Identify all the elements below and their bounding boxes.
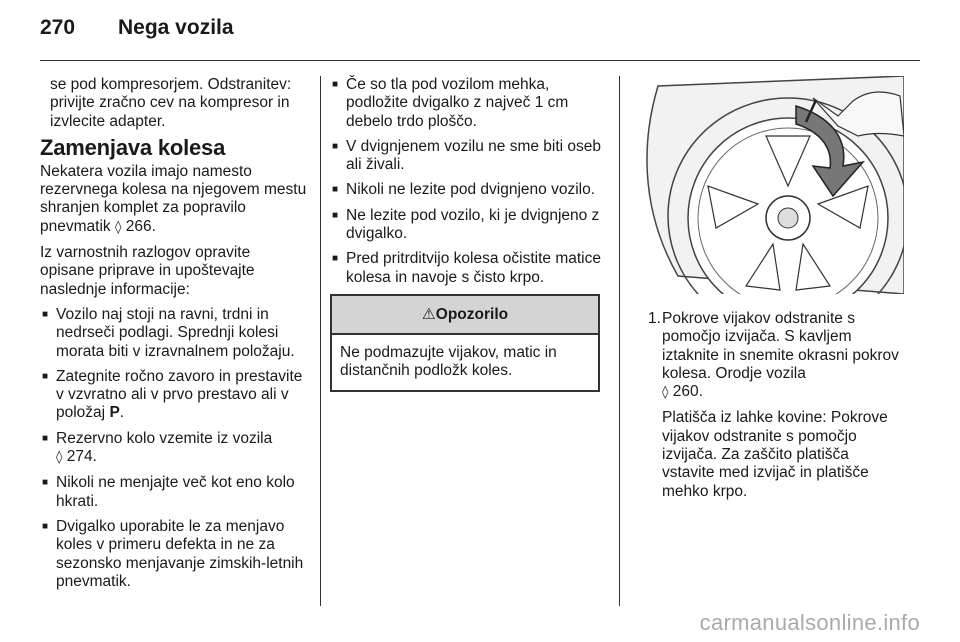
- list-item: [40, 368, 308, 423]
- column-1: [40, 76, 308, 598]
- warning-icon: ⚠: [421, 305, 436, 323]
- paragraph-kit-info: [40, 163, 308, 237]
- instruction-steps: [638, 310, 904, 501]
- column-divider-2: [619, 76, 620, 606]
- column-divider-1: [320, 76, 321, 606]
- page-ref-icon: ◊: [56, 450, 63, 466]
- section-title: Nega vozila: [118, 16, 234, 39]
- punctuation: .: [119, 404, 125, 422]
- list-item-text: Zategnite ročno zavoro in prestavite v vzvratno ali v prvo prestavo ali v položaj: [56, 367, 303, 422]
- list-item: [40, 430, 308, 468]
- list-item: ■ Nikoli ne lezite pod dvignjeno vozilo.: [330, 181, 602, 199]
- page-ref[interactable]: 274.: [66, 448, 97, 466]
- safety-list: [40, 306, 308, 591]
- watermark: carmanualsonline.info: [699, 610, 920, 635]
- paragraph-safety: Iz varnostnih razlogov opravite opisane priprave in upoštevajte naslednje informacije:: [40, 244, 255, 298]
- safety-list-continued: [330, 76, 602, 287]
- list-item: ■ Ne lezite pod vozilo, ki je dvignjeno z dvigalko.: [330, 207, 602, 244]
- list-item-text: Rezervno kolo vzemite iz vozila: [56, 429, 273, 447]
- page-ref[interactable]: 260.: [672, 383, 703, 401]
- page-ref[interactable]: 266.: [125, 217, 156, 235]
- step-alloy-note: Platišča iz lahke kovine: Pokrove vijakov odstranite s pomočjo izvijača. Za zaščito platišča vstavite med izvijač in platišče mehko krpo.: [662, 409, 888, 500]
- page-ref-icon: ◊: [114, 219, 122, 235]
- list-item: ■ Pred pritrditvijo kolesa očistite matice kolesa in navoje s čisto krpo.: [330, 250, 602, 287]
- step-text: [662, 310, 904, 402]
- warning-header: [332, 296, 598, 335]
- intro-line: se pod kompresorjem. Odstranitev:: [50, 76, 292, 93]
- step-item: [638, 310, 904, 501]
- page-number: 270: [40, 16, 76, 39]
- intro-paragraph: [40, 76, 308, 131]
- intro-line: izvlecite adapter.: [50, 112, 166, 130]
- list-item: ■ V dvignjenem vozilu ne sme biti oseb ali živali.: [330, 138, 602, 175]
- warning-text: Ne podmazujte vijakov, matic in distančnih podložk koles.: [340, 343, 557, 380]
- step-number: 1.: [648, 310, 661, 327]
- gear-position: P: [109, 404, 120, 422]
- list-item: ■ Vozilo naj stoji na ravni, trdni in nedrseči podlagi. Sprednji kolesi morata biti v izravnalnem položaju.: [40, 306, 308, 361]
- warning-title: Opozorilo: [435, 305, 509, 323]
- column-3: [638, 76, 904, 508]
- heading-zamenjava-kolesa: Zamenjava kolesa: [40, 134, 226, 160]
- header-rule: [40, 60, 920, 61]
- page-ref-icon: ◊: [662, 385, 669, 401]
- list-item: ■ Če so tla pod vozilom mehka, podložite dvigalko z največ 1 cm debelo trdo ploščo.: [330, 76, 602, 131]
- column-2: [330, 76, 602, 392]
- wheel-cover-illustration: [638, 76, 904, 294]
- warning-box: [330, 294, 600, 392]
- intro-line: privijte zračno cev na kompresor in: [50, 94, 290, 112]
- page-header: [40, 16, 920, 46]
- list-item: ■ Dvigalko uporabite le za menjavo koles v primeru defekta in ne za sezonsko menjavanje zimskih-letnih pnevmatik.: [40, 518, 308, 591]
- paragraph-text: Nekatera vozila imajo namesto rezervnega kolesa na njegovem mestu shranjen komplet za popravilo pnevmatik: [40, 162, 307, 235]
- list-item: ■ Nikoli ne menjajte več kot eno kolo hkrati.: [40, 474, 308, 511]
- step-text-body: Pokrove vijakov odstranite s pomočjo izvijača. S kavljem iztaknite in snemite okrasni pokrov kolesa. Orodje vozila: [662, 310, 899, 382]
